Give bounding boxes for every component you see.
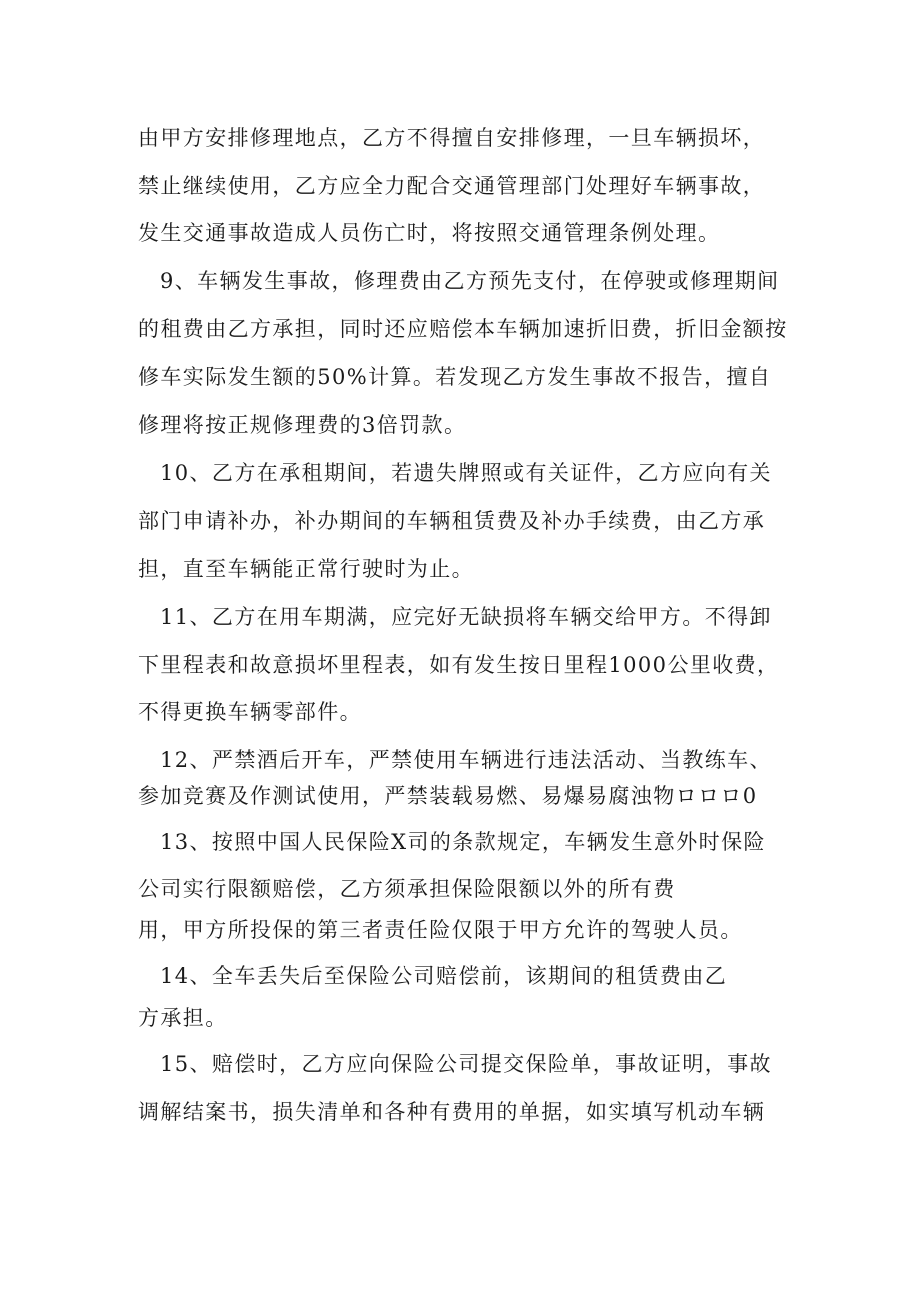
paragraph-14-start: 14、全车丢失后至保险公司赔偿前，该期间的租赁费由乙 [160,964,728,988]
text-line: 下里程表和故意损坏里程表，如有发生按日里程1000公里收费， [138,653,780,677]
text-line: 不得更换车辆零部件。 [138,700,362,724]
text-line: 参加竞赛及作测试使用，严禁装载易燃、易爆易腐浊物ロロロ0 [138,784,758,808]
text-line: 方承担。 [138,1006,228,1030]
text-line: 的租费由乙方承担，同时还应赔偿本车辆加速折旧费，折旧金额按 [138,317,788,341]
text-line: 由甲方安排修理地点，乙方不得擅自安排修理，一旦车辆损坏， [138,126,766,150]
text-line: 禁止继续使用，乙方应全力配合交通管理部门处理好车辆事故， [138,174,766,198]
paragraph-10-start: 10、乙方在承租期间，若遗失牌照或有关证件，乙方应向有关 [160,461,772,485]
paragraph-13-start: 13、按照中国人民保险X司的条款规定，车辆发生意外时保险 [160,830,766,854]
text-line: 调解结案书，损失清单和各种有费用的单据，如实填写机动车辆 [138,1100,766,1124]
paragraph-9-start: 9、车辆发生事故，修理费由乙方预先支付，在停驶或修理期间 [160,269,780,293]
text-line: 发生交通事故造成人员伤亡时，将按照交通管理条例处理。 [138,221,721,245]
text-line: 公司实行限额赔偿，乙方须承担保险限额以外的所有费 [138,877,676,901]
text-line: 修理将按正规修理费的3倍罚款。 [138,413,467,437]
paragraph-11-start: 11、乙方在用车期满，应完好无缺损将车辆交给甲方。不得卸 [160,605,772,629]
text-line: 用，甲方所投保的第三者责任险仅限于甲方允许的驾驶人员。 [138,918,743,942]
text-line: 修车实际发生额的50%计算。若发现乙方发生事故不报告，擅自 [138,365,772,389]
text-line: 担，直至车辆能正常行驶时为止。 [138,557,474,581]
paragraph-15-start: 15、赔偿时，乙方应向保险公司提交保险单，事故证明，事故 [160,1052,772,1076]
paragraph-12-start: 12、严禁酒后开车，严禁使用车辆进行违法活动、当教练车、 [160,748,772,772]
text-line: 部门申请补办，补办期间的车辆租赁费及补办手续费，由乙方承 [138,509,766,533]
